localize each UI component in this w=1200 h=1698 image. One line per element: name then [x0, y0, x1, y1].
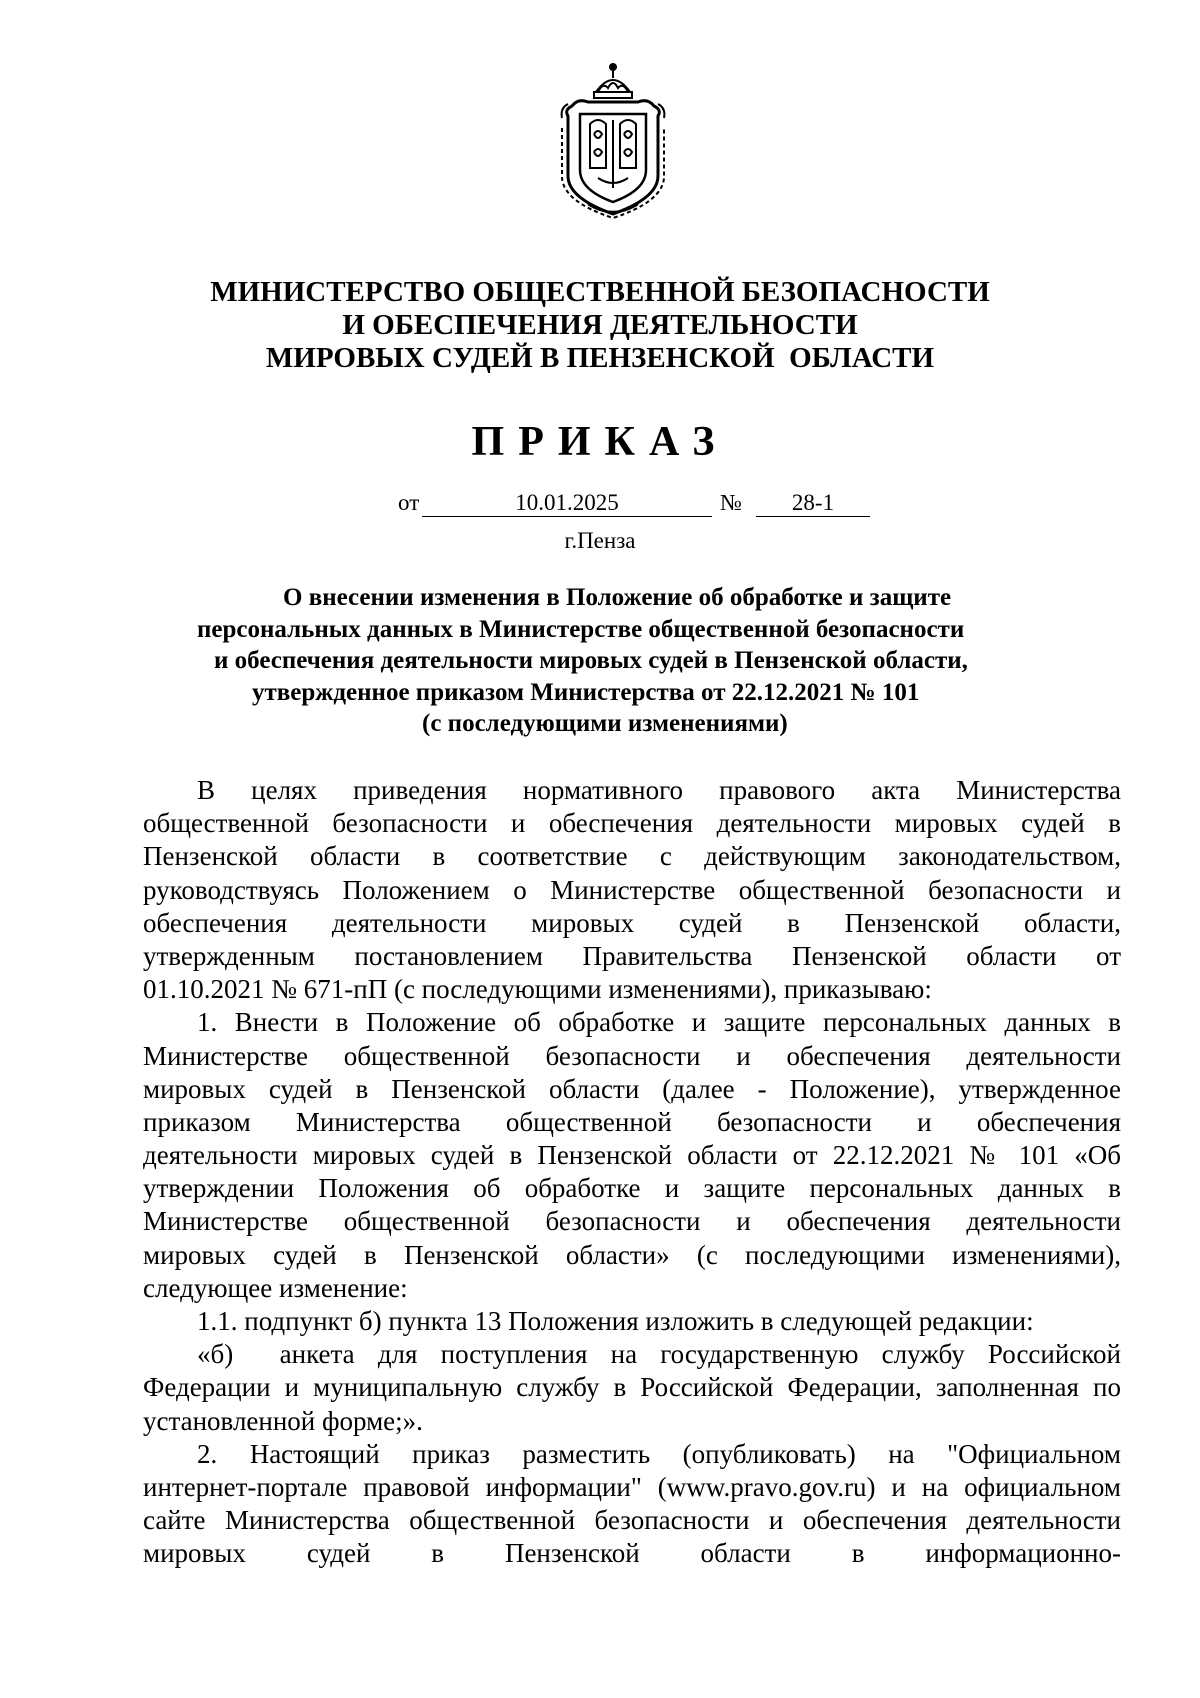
body-line: утверждении Положения об обработке и защите персональных данных в: [143, 1173, 1121, 1204]
document-type-title: ПРИКАЗ: [471, 419, 729, 465]
body-line: 1.1. подпункт б) пункта 13 Положения изложить в следующей редакции:: [197, 1306, 1034, 1336]
ministry-name-line: И ОБЕСПЕЧЕНИЯ ДЕЯТЕЛЬНОСТИ: [342, 309, 858, 341]
body-line: «б) анкета для поступления на государственную службу Российской: [197, 1339, 1121, 1370]
body-line: установленной форме;».: [143, 1405, 423, 1436]
body-line: следующее изменение:: [143, 1272, 408, 1303]
subject-line: (с последующими изменениями): [422, 710, 788, 737]
ministry-name-line: МИНИСТЕРСТВО ОБЩЕСТВЕННОЙ БЕЗОПАСНОСТИ: [210, 276, 990, 308]
body-line: общественной безопасности и обеспечения деятельности мировых судей в: [143, 808, 1121, 839]
body-line: 01.10.2021 № 671-пП (с последующими изменениями), приказываю:: [143, 974, 932, 1005]
document-date: 10.01.2025: [422, 488, 712, 517]
ministry-name: [150, 276, 1050, 375]
body-line: сайте Министерства общественной безопасности и обеспечения деятельности: [143, 1505, 1121, 1536]
document-number: 28-1: [756, 488, 870, 517]
body-line: В целях приведения нормативного правового акта Министерства: [197, 775, 1121, 805]
number-sign: №: [720, 490, 742, 515]
body-line: 1. Внести в Положение об обработке и защите персональных данных в: [197, 1007, 1121, 1038]
body-line: руководствуясь Положением о Министерстве общественной безопасности и: [143, 874, 1121, 905]
body-line: мировых судей в Пензенской области в информационно-: [143, 1538, 1121, 1569]
ministry-name-line: МИРОВЫХ СУДЕЙ В ПЕНЗЕНСКОЙ ОБЛАСТИ: [265, 342, 935, 374]
subject-line: персональных данных в Министерстве общественной безопасности: [197, 615, 965, 643]
city: г.Пенза: [564, 528, 636, 553]
body-line: Федерации и муниципальную службу в Российской Федерации, заполненная по: [143, 1372, 1121, 1403]
body-line: деятельности мировых судей в Пензенской области от 22.12.2021 № 101 «Об: [143, 1140, 1121, 1171]
body-line: интернет-портале правовой информации" (www.pravo.gov.ru) и на официальном: [143, 1471, 1121, 1502]
body-line: обеспечения деятельности мировых судей в Пензенской области,: [143, 907, 1121, 938]
body-line: 2. Настоящий приказ разместить (опубликовать) на "Официальном: [197, 1438, 1121, 1469]
coat-of-arms-icon: [558, 58, 668, 220]
body-line: приказом Министерства общественной безопасности и обеспечения: [143, 1106, 1121, 1137]
body-line: Пензенской области в соответствие с действующим законодательством,: [143, 841, 1121, 872]
body-line: Министерстве общественной безопасности и обеспечения деятельности: [143, 1206, 1121, 1237]
body-line: Министерстве общественной безопасности и обеспечения деятельности: [143, 1040, 1121, 1071]
body-line: мировых судей в Пензенской области (далее - Положение), утвержденное: [143, 1073, 1121, 1104]
subject-line: О внесении изменения в Положение об обработке и защите: [283, 584, 952, 611]
body-line: утвержденным постановлением Правительства Пензенской области от: [143, 940, 1121, 971]
document-body: [143, 774, 1121, 1571]
subject-line: утвержденное приказом Министерства от 22.12.2021 № 101: [252, 678, 920, 706]
date-prefix: от: [398, 490, 420, 515]
subject-line: и обеспечения деятельности мировых судей в Пензенской области,: [214, 647, 968, 674]
body-line: мировых судей в Пензенской области» (с последующими изменениями),: [143, 1239, 1121, 1270]
date-number-row: [0, 488, 1200, 520]
